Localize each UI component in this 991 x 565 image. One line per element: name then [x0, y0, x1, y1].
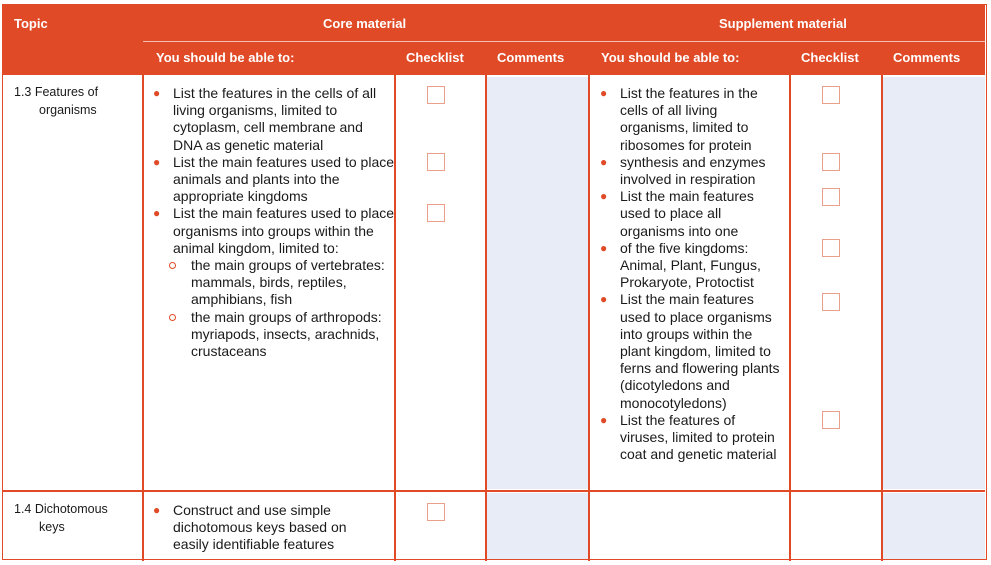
list-item: ● of the five kingdoms: Animal, Plant, Fungus, Prokaryote, Protoctist	[600, 239, 761, 291]
supplement-checkbox[interactable]	[822, 153, 840, 171]
topic-cell	[14, 83, 98, 119]
list-item: ● List the features in the cells of all living organisms, limited to cytoplasm, cell membrane and DNA as genetic material	[153, 85, 377, 153]
row-divider	[3, 490, 985, 492]
column-divider	[485, 75, 487, 561]
header-supplement-material: Supplement material	[719, 16, 847, 31]
core-checkbox[interactable]	[427, 503, 445, 521]
core-objectives-list	[150, 85, 395, 360]
header-core-material: Core material	[323, 16, 407, 31]
header-core-able-to: You should be able to:	[156, 50, 295, 65]
header-divider	[143, 41, 985, 42]
list-item: ● synthesis and enzymes involved in respiration	[600, 153, 766, 188]
header-topic: Topic	[14, 16, 48, 31]
topic-label-cont: organisms	[39, 103, 97, 117]
core-comments-cell[interactable]	[487, 77, 588, 489]
list-item: ● List the features of viruses, limited to protein coat and genetic material	[600, 411, 777, 463]
column-divider	[881, 75, 883, 561]
supplement-checkbox[interactable]	[822, 293, 840, 311]
core-checkbox[interactable]	[427, 204, 445, 222]
core-objectives-list	[150, 502, 385, 554]
supplement-checkbox[interactable]	[822, 86, 840, 104]
supplement-comments-cell[interactable]	[883, 77, 985, 489]
header-supplement-comments: Comments	[893, 50, 961, 65]
supplement-checkbox[interactable]	[822, 239, 840, 257]
column-divider	[588, 75, 590, 561]
core-comments-cell[interactable]	[487, 493, 588, 559]
list-item: ● Construct and use simple dichotomous keys based on easily identifiable features	[153, 502, 347, 553]
supplement-checkbox[interactable]	[822, 411, 840, 429]
supplement-comments-cell[interactable]	[883, 493, 985, 559]
core-checkbox[interactable]	[427, 153, 445, 171]
sub-list-item: the main groups of arthropods: myriapods, insects, arachnids, crustaceans	[150, 309, 395, 361]
list-item: ● List the main features used to place organisms into groups within the animal kingdom, limited to: the main groups of vertebrates: mammals, birds, reptiles, amphibians, fish the main groups of arthropods: myriapods, insects, arachnids, crustaceans	[150, 205, 395, 360]
topic-label-cont: keys	[39, 520, 65, 534]
supplement-objectives-list	[597, 85, 785, 463]
column-divider	[142, 75, 144, 561]
header-core-checklist: Checklist	[406, 50, 464, 65]
topic-label: 1.4 Dichotomous	[14, 502, 108, 516]
list-item: ● List the main features used to place animals and plants into the appropriate kingdoms	[153, 153, 395, 205]
list-item: ● List the features in the cells of all living organisms, limited to ribosomes for protein	[600, 85, 758, 153]
column-divider	[789, 75, 791, 561]
syllabus-table	[2, 4, 987, 560]
header-supplement-able-to: You should be able to:	[601, 50, 740, 65]
supplement-checkbox[interactable]	[822, 188, 840, 206]
core-checkbox[interactable]	[427, 86, 445, 104]
header-core-comments: Comments	[497, 50, 565, 65]
topic-label: 1.3 Features of	[14, 85, 99, 99]
core-sub-list	[150, 257, 395, 360]
topic-cell	[14, 500, 108, 536]
sub-list-item: the main groups of vertebrates: mammals, birds, reptiles, amphibians, fish	[150, 257, 395, 309]
header-supplement-checklist: Checklist	[801, 50, 859, 65]
list-item: ● List the main features used to place organisms into groups within the plant kingdom, limited to ferns and flowering plants (dicotyledons and monocotyledons)	[600, 291, 780, 411]
list-item: ● List the main features used to place all organisms into one	[600, 188, 754, 239]
